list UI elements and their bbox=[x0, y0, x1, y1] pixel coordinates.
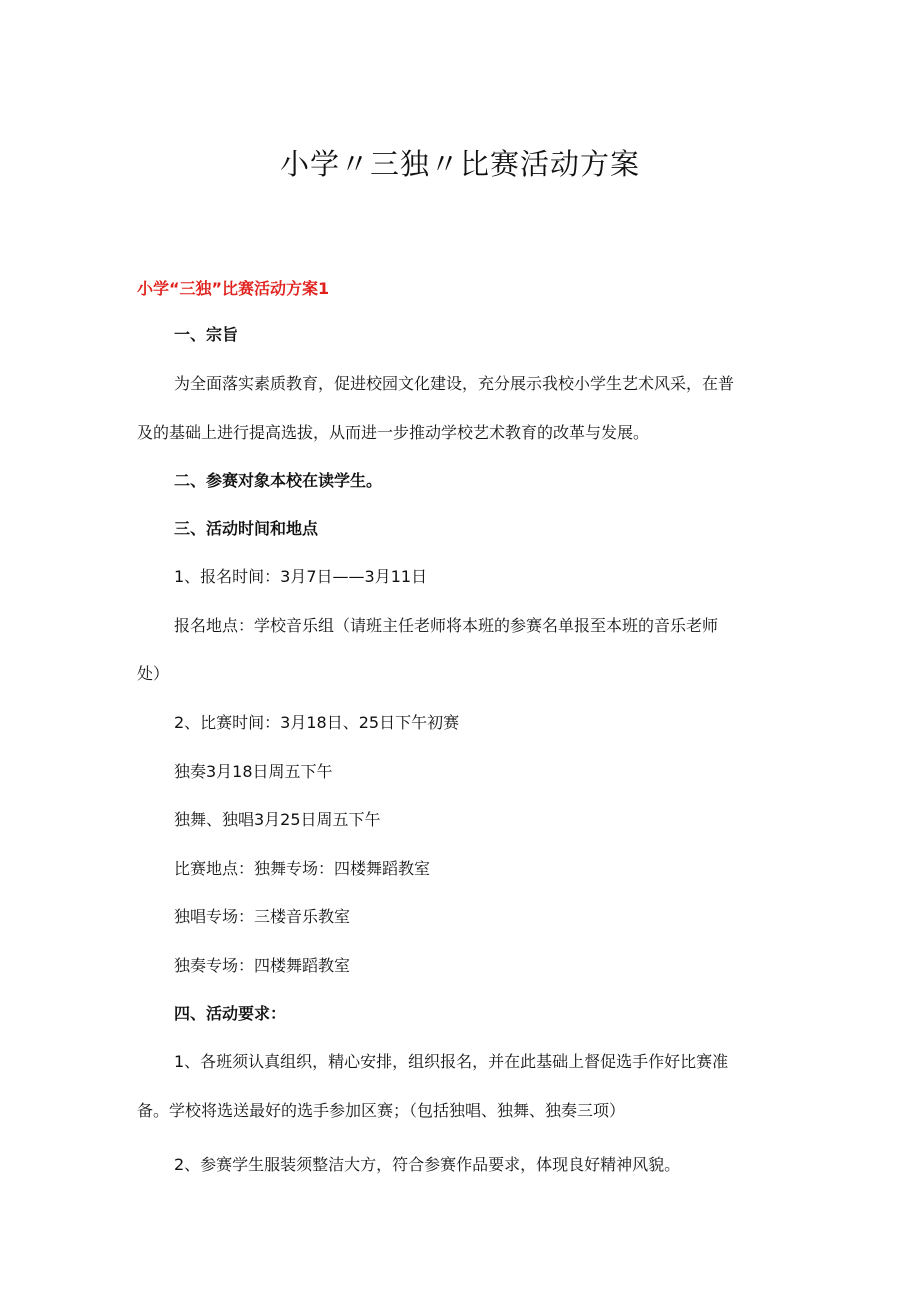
paragraph-line: 独奏专场：四楼舞蹈教室 bbox=[174, 956, 351, 975]
heading-purpose: 一、宗旨 bbox=[174, 325, 239, 344]
heading-participants: 二、参赛对象本校在读学生。 bbox=[174, 471, 383, 490]
heading-time-place: 三、活动时间和地点 bbox=[174, 519, 319, 538]
paragraph-line: 2、参赛学生服装须整洁大方，符合参赛作品要求，体现良好精神风貌。 bbox=[174, 1155, 681, 1174]
paragraph-line: 2、比赛时间：3月18日、25日下午初赛 bbox=[174, 713, 460, 732]
paragraph-line: 备。学校将选送最好的选手参加区赛；（包括独唱、独舞、独奏三项） bbox=[137, 1101, 626, 1120]
paragraph-line: 及的基础上进行提高选拔，从而进一步推动学校艺术教育的改革与发展。 bbox=[137, 423, 650, 442]
paragraph-line: 1、报名时间：3月7日——3月11日 bbox=[174, 567, 428, 586]
section-subtitle: 小学“三独”比赛活动方案1 bbox=[137, 279, 330, 298]
paragraph-line: 为全面落实素质教育，促进校园文化建设，充分展示我校小学生艺术风采，在普 bbox=[174, 374, 735, 393]
paragraph-line: 独舞、独唱3月25日周五下午 bbox=[174, 810, 381, 829]
paragraph-line: 1、各班须认真组织，精心安排，组织报名，并在此基础上督促选手作好比赛准 bbox=[174, 1052, 729, 1071]
heading-requirements: 四、活动要求： bbox=[174, 1004, 287, 1023]
paragraph-line: 独奏3月18日周五下午 bbox=[174, 762, 333, 781]
paragraph-line: 比赛地点：独舞专场：四楼舞蹈教室 bbox=[174, 859, 431, 878]
paragraph-line: 报名地点：学校音乐组（请班主任老师将本班的参赛名单报至本班的音乐老师 bbox=[174, 616, 719, 635]
document-title: 小学〃三独〃比赛活动方案 bbox=[279, 147, 640, 181]
paragraph-line: 独唱专场：三楼音乐教室 bbox=[174, 907, 351, 926]
paragraph-line: 处） bbox=[137, 664, 170, 683]
